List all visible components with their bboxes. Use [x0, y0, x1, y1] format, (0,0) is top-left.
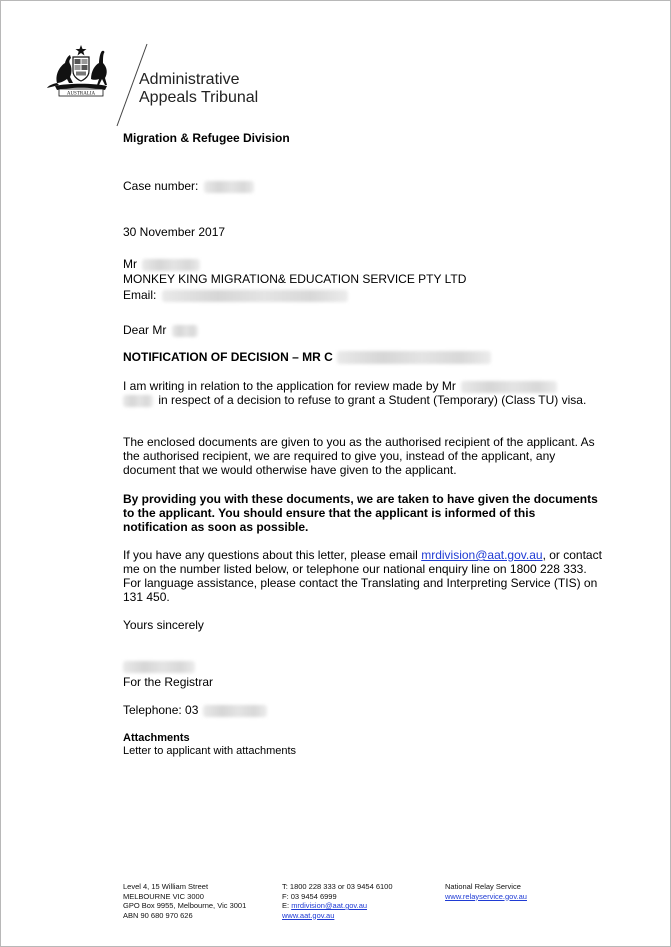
- redacted-applicant-fullname: [461, 381, 557, 393]
- footer-phone: T: 1800 228 333 or 03 9454 6100: [282, 882, 393, 891]
- agency-name: [139, 71, 258, 107]
- redacted-case-number: [204, 181, 254, 193]
- footer-relay-title: National Relay Service: [445, 882, 521, 891]
- coat-of-arms-logo: [47, 43, 115, 99]
- footer-contact: [282, 882, 393, 920]
- signatory-name-line: [123, 659, 195, 673]
- footer-email-link[interactable]: mrdivision@aat.gov.au: [291, 901, 368, 910]
- paragraph-taken-to-have-given: By providing you with these documents, we are taken to have given the documents to the applicant. You should ensure that the applicant is informed of this notification as soon as possible.: [123, 492, 598, 534]
- paragraph-contact-rest: , or contact me on the number listed below, or telephone our national enquiry line on 1800 228 333. For language assistance, please contact the Translating and Interpreting Service (TIS) on 131 450.: [123, 548, 602, 604]
- recipient-name-line: [123, 257, 200, 271]
- attachments-heading: Attachments: [123, 732, 190, 744]
- footer-website-link[interactable]: www.aat.gov.au: [282, 910, 335, 920]
- attachments-item: Letter to applicant with attachments: [123, 745, 297, 757]
- redacted-signatory-name: [123, 661, 195, 673]
- paragraph-authorised-recipient: The enclosed documents are given to you as the authorised recipient of the applicant. As the authorised recipient, we are required to give you, instead of the applicant, any document that we would otherwise have given to the applicant.: [123, 435, 595, 477]
- footer-email-line: [282, 901, 393, 911]
- footer-address-line: MELBOURNE VIC 3000: [123, 891, 204, 901]
- closing: Yours sincerely: [123, 618, 204, 632]
- footer-address-line: GPO Box 9955, Melbourne, Vic 3001: [123, 901, 247, 910]
- footer-address: [123, 882, 246, 920]
- case-number-label: Case number:: [123, 179, 199, 193]
- redacted-telephone-number: [203, 705, 267, 717]
- redacted-greeting-name: [172, 325, 198, 337]
- recipient-email-label: Email:: [123, 288, 157, 302]
- agency-name-line1: Administrative: [139, 71, 240, 88]
- greeting-line: [123, 323, 198, 337]
- redacted-recipient-name: [142, 259, 200, 271]
- notice-title-line: [123, 350, 491, 364]
- footer-address-line: Level 4, 15 William Street: [123, 882, 209, 891]
- attachments-section: [123, 732, 296, 758]
- paragraph-contact: [123, 548, 603, 604]
- division-heading: Migration & Refugee Division: [123, 131, 290, 145]
- recipient-company: MONKEY KING MIGRATION& EDUCATION SERVICE PTY LTD: [123, 272, 467, 286]
- footer-fax: F: 03 9454 6999: [282, 891, 337, 901]
- signatory-role: For the Registrar: [123, 675, 214, 689]
- paragraph-application: [123, 379, 603, 407]
- case-number-line: [123, 179, 254, 193]
- greeting: Dear Mr: [123, 323, 167, 337]
- paragraph-application-rest: in respect of a decision to refuse to grant a Student (Temporary) (Class TU) visa.: [158, 393, 587, 407]
- crest-label: AUSTRALIA: [66, 91, 96, 97]
- division-email-link[interactable]: mrdivision@aat.gov.au: [421, 548, 543, 562]
- recipient-email-line: [123, 288, 348, 302]
- redacted-applicant-id: [123, 395, 153, 407]
- redacted-applicant-name: [337, 351, 491, 364]
- notice-title: NOTIFICATION OF DECISION – MR C: [123, 350, 333, 364]
- telephone-line: [123, 703, 267, 717]
- telephone-label: Telephone: 03: [123, 703, 199, 717]
- footer-relay-link[interactable]: www.relayservice.gov.au: [445, 891, 527, 901]
- footer-abn: ABN 90 680 970 626: [123, 910, 193, 920]
- agency-name-line2: Appeals Tribunal: [139, 89, 259, 106]
- paragraph-contact-start: If you have any questions about this letter, please email: [123, 548, 418, 562]
- footer-email-label: E:: [282, 901, 290, 910]
- footer-relay: [445, 882, 527, 901]
- paragraph-application-start: I am writing in relation to the application for review made by Mr: [123, 379, 456, 393]
- recipient-salutation: Mr: [123, 257, 137, 271]
- letter-date: 30 November 2017: [123, 225, 226, 239]
- redacted-recipient-email: [162, 290, 348, 302]
